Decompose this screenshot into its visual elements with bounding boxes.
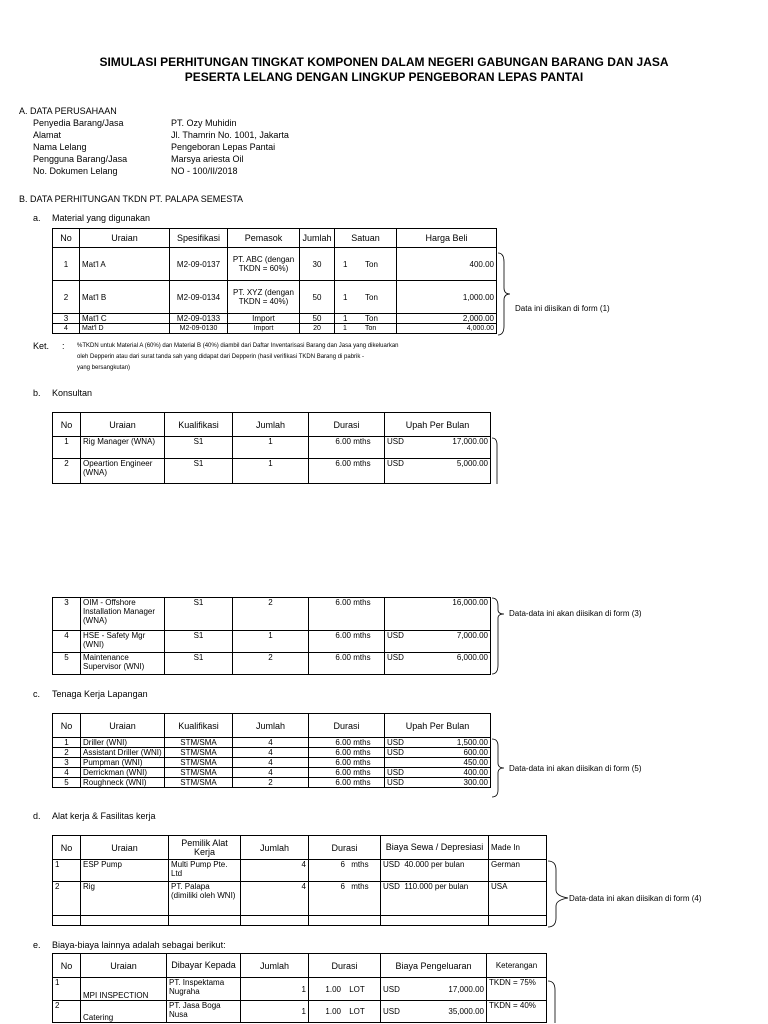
cell-jumlah: 4 [241,860,309,882]
header-cell: Jumlah [241,836,309,860]
cell-harga: 1,000.00 [397,281,497,314]
cell-uraian: Derrickman (WNI) [81,768,165,778]
material-table [52,228,497,334]
cell-no: 4 [53,631,81,653]
header-cell: Biaya Sewa / Depresiasi [381,836,489,860]
header-cell: Spesifikasi [170,229,228,248]
cell-jumlah: 1 [241,1001,309,1023]
header-cell: Uraian [80,229,170,248]
cell-spek: M2-09-0130 [170,324,228,334]
header-cell: Uraian [81,413,165,437]
cell-upah: USD 6,000.00 [385,653,491,675]
cell-pemasok: PT. ABC (dengan TKDN = 60%) [228,248,300,281]
cell-kualifikasi: STM/SMA [165,768,233,778]
header-cell: Made In [489,836,547,860]
cell-biaya: USD 40.000 per bulan [381,860,489,882]
ket-text: %TKDN untuk Material A (60%) dan Material B (40%) diambil dari Daftar Inventarisasi Barang dan Jasa yang dikeluarkan [77,343,399,349]
cell-kualifikasi: S1 [165,631,233,653]
cell-upah: USD 300.00 [385,778,491,788]
item-label: d. [33,811,41,821]
item-label: a. [33,213,41,223]
cell-jumlah: 1 [233,631,309,653]
cell-biaya: USD 35,000.00 [381,1001,487,1023]
cell-keterangan: TKDN = 40% [487,1001,547,1023]
cell-uraian: Mat'l D [80,324,170,334]
field-label: No. Dokumen Lelang [33,166,118,176]
table-row [53,459,491,484]
biaya-lain-title: Biaya-biaya lainnya adalah sebagai berikut: [52,940,226,950]
header-cell: Pemasok [228,229,300,248]
cell-upah: USD 600.00 [385,748,491,758]
cell-uraian: OIM - Offshore Installation Manager (WNA) [81,598,165,631]
cell-uraian: Maintenance Supervisor (WNI) [81,653,165,675]
table-row [53,314,497,324]
cell-uraian: Mat'l B [80,281,170,314]
cell-made-in: German [489,860,547,882]
field-label: Penyedia Barang/Jasa [33,118,124,128]
cell-uraian: Mat'l C [80,314,170,324]
cell-no: 2 [53,748,81,758]
cell-durasi: 6 mths [309,882,381,916]
cell-upah: USD 1,500.00 [385,738,491,748]
table-row [53,758,491,768]
header-cell: Jumlah [241,954,309,978]
brace-icon [491,437,503,485]
cell-kualifikasi: S1 [165,459,233,484]
cell-jumlah: 4 [233,768,309,778]
cell-jumlah: 50 [300,281,335,314]
cell-durasi: 6.00 mths [309,738,385,748]
section-b-heading: B. DATA PERHITUNGAN TKDN PT. PALAPA SEMESTA [19,194,244,204]
header-cell: Biaya Pengeluaran [381,954,487,978]
cell-jumlah: 2 [233,778,309,788]
brace-icon [547,860,569,928]
cell-no: 1 [53,978,81,1001]
cell-no: 4 [53,324,80,334]
cell-jumlah: 20 [300,324,335,334]
cell-uraian: Opeartion Engineer (WNA) [81,459,165,484]
cell-jumlah: 50 [300,314,335,324]
field-label: Alamat [33,130,62,140]
field-label: Nama Lelang [33,142,87,152]
alat-kerja-table [52,835,547,926]
cell-durasi: 6.00 mths [309,768,385,778]
table-row [53,860,547,882]
cell-satuan: 1 Ton [335,248,397,281]
header-cell: Satuan [335,229,397,248]
header-cell: Kualifikasi [165,714,233,738]
cell-upah: USD 400.00 [385,768,491,778]
header-cell: No [53,413,81,437]
header-cell: Uraian [81,714,165,738]
cell-harga: 400.00 [397,248,497,281]
cell-durasi: 1.00 LOT [309,978,381,1001]
tenaga-kerja-note: Data-data ini akan diisikan di form (5) [509,764,642,773]
header-cell: Durasi [309,714,385,738]
alat-kerja-note: Data-data ini akan diisikan di form (4) [569,894,702,903]
table-row [53,978,547,1001]
tenaga-kerja-table [52,713,491,788]
cell-kualifikasi: STM/SMA [165,758,233,768]
cell-keterangan: TKDN = 75% [487,978,547,1001]
header-cell: No [53,954,81,978]
cell-jumlah: 1 [233,459,309,484]
cell-uraian: ESP Pump [81,860,169,882]
cell-jumlah: 4 [241,882,309,916]
konsultan-title: Konsultan [52,388,93,398]
cell-durasi: 6.00 mths [309,631,385,653]
konsultan-note: Data-data ini akan diisikan di form (3) [509,609,642,618]
cell-upah: USD 17,000.00 [385,437,491,459]
header-cell: Durasi [309,413,385,437]
cell-no: 3 [53,314,80,324]
header-cell: Kualifikasi [165,413,233,437]
cell-jumlah: 4 [233,748,309,758]
cell-upah: 16,000.00 [385,598,491,631]
item-label: c. [33,689,41,699]
cell-kualifikasi: STM/SMA [165,778,233,788]
cell-biaya: USD 17,000.00 [381,978,487,1001]
cell-jumlah: 2 [233,653,309,675]
table-row [53,778,491,788]
item-label: e. [33,940,41,950]
cell-kualifikasi: S1 [165,437,233,459]
header-cell: No [53,229,80,248]
cell-no: 2 [53,1001,81,1023]
field-label: Pengguna Barang/Jasa [33,154,128,164]
brace-icon [497,252,511,336]
cell-upah: 450.00 [385,758,491,768]
table-row [53,437,491,459]
item-label: b. [33,388,41,398]
brace-icon [547,980,563,1024]
tenaga-kerja-title: Tenaga Kerja Lapangan [52,689,148,699]
cell-kualifikasi: S1 [165,598,233,631]
table-row [53,248,497,281]
cell-uraian: Assistant Driller (WNI) [81,748,165,758]
table-row [53,598,491,631]
cell-dibayar-kepada: PT. Jasa Boga Nusa [167,1001,241,1023]
header-cell: Durasi [309,836,381,860]
cell-pemilik: Multi Pump Pte. Ltd [169,860,241,882]
cell-pemasok: Import [228,314,300,324]
section-a-heading: A. DATA PERUSAHAAN [19,106,117,116]
ket-colon: : [62,341,65,351]
header-cell: Durasi [309,954,381,978]
header-cell: Upah Per Bulan [385,714,491,738]
field-value: Pengeboran Lepas Pantai [171,142,276,152]
table-row [53,281,497,314]
cell-jumlah: 2 [233,598,309,631]
cell-uraian: Pumpman (WNI) [81,758,165,768]
cell-uraian: Driller (WNI) [81,738,165,748]
header-cell: No [53,714,81,738]
header-cell: Upah Per Bulan [385,413,491,437]
konsultan-table-top [52,412,491,484]
cell-durasi: 6.00 mths [309,437,385,459]
cell-harga: 4,000.00 [397,324,497,334]
cell-uraian: Roughneck (WNI) [81,778,165,788]
header-cell: Jumlah [300,229,335,248]
ket-text: yang bersangkutan) [77,365,131,371]
cell-durasi: 6.00 mths [309,653,385,675]
table-row [53,738,491,748]
cell-spek: M2-09-0133 [170,314,228,324]
cell-no: 1 [53,248,80,281]
cell-durasi: 6 mths [309,860,381,882]
cell-spek: M2-09-0137 [170,248,228,281]
cell-no: 2 [53,882,81,916]
table-row [53,631,491,653]
field-value: Jl. Thamrin No. 1001, Jakarta [171,130,289,140]
cell-uraian: Mat'l A [80,248,170,281]
cell-uraian: Rig [81,882,169,916]
header-cell: Jumlah [233,413,309,437]
header-cell: No [53,836,81,860]
cell-no: 2 [53,459,81,484]
header-cell: Jumlah [233,714,309,738]
cell-uraian: Rig Manager (WNA) [81,437,165,459]
cell-jumlah: 4 [233,738,309,748]
cell-durasi: 6.00 mths [309,748,385,758]
biaya-lain-table [52,953,547,1023]
cell-durasi: 6.00 mths [309,758,385,768]
cell-jumlah: 1 [233,437,309,459]
brace-icon [491,738,505,798]
cell-satuan: 1 Ton [335,324,397,334]
header-cell: Harga Beli [397,229,497,248]
cell-jumlah: 30 [300,248,335,281]
material-note: Data ini diisikan di form (1) [515,304,610,313]
cell-durasi: 6.00 mths [309,459,385,484]
cell-no: 1 [53,738,81,748]
cell-made-in: USA [489,882,547,916]
cell-jumlah: 1 [241,978,309,1001]
table-row [53,653,491,675]
cell-no: 3 [53,598,81,631]
header-cell: Pemilik Alat Kerja [169,836,241,860]
cell-satuan: 1 Ton [335,281,397,314]
header-cell: Uraian [81,954,167,978]
field-value: NO - 100/II/2018 [171,166,238,176]
cell-uraian: MPI INSPECTION [81,978,167,1001]
cell-kualifikasi: S1 [165,653,233,675]
cell-jumlah: 4 [233,758,309,768]
ket-text: oleh Depperin atau dari surat tanda sah yang didapat dari Depperin (hasil verifikasi TKDN Barang di pabrik - [77,354,365,360]
table-row [53,768,491,778]
material-title: Material yang digunakan [52,213,151,223]
cell-no: 1 [53,437,81,459]
alat-kerja-title: Alat kerja & Fasilitas kerja [52,811,156,821]
header-cell: Keterangan [487,954,547,978]
cell-no: 2 [53,281,80,314]
field-value: PT. Ozy Muhidin [171,118,237,128]
cell-upah: USD 5,000.00 [385,459,491,484]
cell-no: 1 [53,860,81,882]
document-title-line2: PESERTA LELANG DENGAN LINGKUP PENGEBORAN LEPAS PANTAI [184,70,584,84]
document-title-line1: SIMULASI PERHITUNGAN TINGKAT KOMPONEN DALAM NEGERI GABUNGAN BARANG DAN JASA [99,55,669,69]
cell-kualifikasi: STM/SMA [165,748,233,758]
cell-biaya: USD 110.000 per bulan [381,882,489,916]
table-row [53,1001,547,1023]
cell-uraian: HSE - Safety Mgr (WNI) [81,631,165,653]
cell-durasi: 6.00 mths [309,778,385,788]
cell-upah: USD 7,000.00 [385,631,491,653]
ket-label: Ket. [33,341,50,351]
cell-uraian: Catering [81,1001,167,1023]
cell-pemasok: Import [228,324,300,334]
cell-spek: M2-09-0134 [170,281,228,314]
cell-satuan: 1 Ton [335,314,397,324]
table-row [53,324,497,334]
cell-no: 3 [53,758,81,768]
header-cell: Dibayar Kepada [167,954,241,978]
header-cell: Uraian [81,836,169,860]
konsultan-table-bottom [52,597,491,675]
cell-durasi: 1.00 LOT [309,1001,381,1023]
cell-pemasok: PT. XYZ (dengan TKDN = 40%) [228,281,300,314]
table-row [53,748,491,758]
cell-harga: 2,000.00 [397,314,497,324]
cell-pemilik: PT. Palapa (dimiliki oleh WNI) [169,882,241,916]
cell-kualifikasi: STM/SMA [165,738,233,748]
cell-durasi: 6.00 mths [309,598,385,631]
cell-no: 5 [53,778,81,788]
table-row [53,916,547,926]
table-row [53,882,547,916]
brace-icon [491,597,505,675]
cell-no: 4 [53,768,81,778]
cell-dibayar-kepada: PT. Inspektama Nugraha [167,978,241,1001]
field-value: Marsya ariesta Oil [171,154,244,164]
cell-no: 5 [53,653,81,675]
